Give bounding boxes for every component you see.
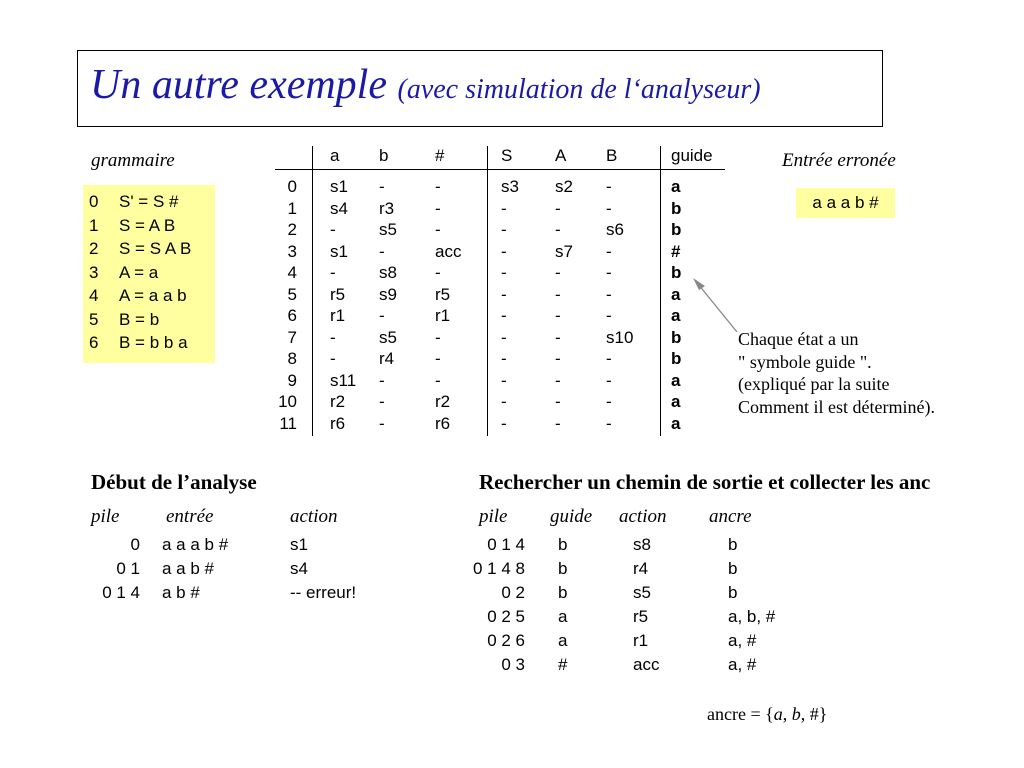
table-cell-hash: r6 [435, 413, 451, 433]
grammar-rule-text: B = b b a [119, 333, 188, 352]
table-cell-A: - [555, 413, 561, 433]
table-state-number: 7 [287, 327, 297, 347]
table-cell-S: - [501, 220, 507, 239]
table-cell-B: - [606, 306, 612, 325]
table-cell-a: s1 [330, 177, 348, 196]
recovery-ancre: b [728, 535, 738, 554]
table-state-number: 4 [287, 263, 297, 282]
recovery-guide: b [558, 583, 568, 602]
table-cell-S: - [501, 306, 507, 325]
lr-table [275, 146, 725, 436]
table-cell-hash: - [435, 327, 441, 347]
table-column-rule-terminals [487, 146, 488, 436]
analysis-start-entree: a a a b # [162, 535, 229, 554]
analysis-start-action: -- erreur! [290, 583, 357, 602]
table-cell-B: - [606, 198, 612, 218]
table-cell-A: - [555, 370, 561, 390]
table-state-number: 10 [278, 392, 297, 411]
grammar-rule [89, 286, 187, 306]
grammar-rule-text: S = A B [119, 215, 176, 235]
table-cell-S: - [501, 413, 507, 433]
table-cell-guide: b [671, 220, 682, 239]
table-state-number: 8 [287, 349, 297, 368]
anchor-set: ancre = {a, b, #} [707, 704, 828, 724]
table-cell-S: - [501, 263, 507, 282]
table-cell-guide: # [671, 241, 681, 261]
grammar-rule [89, 192, 178, 212]
table-cell-hash: r5 [435, 284, 451, 304]
table-cell-hash: - [435, 349, 441, 368]
analysis-start-heading: Début de l’analyse [91, 470, 257, 494]
table-cell-a: - [330, 327, 336, 347]
table-cell-B: - [606, 370, 612, 390]
recovery-guide: # [558, 655, 568, 674]
recovery-col-action: action [619, 506, 667, 527]
table-cell-b: - [379, 177, 385, 196]
table-cell-hash: r2 [435, 392, 451, 411]
recovery-action: r4 [633, 559, 649, 578]
grammar-rule-number: 3 [89, 262, 99, 282]
table-cell-b: s5 [379, 327, 397, 347]
table-cell-hash: acc [435, 241, 462, 261]
analysis-start-col-action: action [290, 506, 338, 527]
recovery-action: r5 [633, 607, 649, 626]
table-cell-S: - [501, 327, 507, 347]
table-cell-B: - [606, 349, 612, 368]
explanation-text [738, 328, 1018, 418]
table-cell-a: - [330, 263, 336, 282]
table-column-rule-nonterm [660, 146, 661, 436]
table-cell-B: - [606, 392, 612, 411]
table-header-S: S [501, 146, 513, 165]
table-state-number: 1 [287, 198, 297, 218]
table-cell-B: - [606, 263, 612, 282]
table-cell-guide: b [671, 263, 682, 282]
table-cell-a: r1 [330, 306, 346, 325]
table-cell-A: s7 [555, 241, 573, 261]
table-cell-A: - [555, 349, 561, 368]
grammar-rule-text: B = b [119, 309, 160, 329]
table-cell-hash: - [435, 177, 441, 196]
table-cell-S: - [501, 349, 507, 368]
table-cell-a: r5 [330, 284, 346, 304]
recovery-pile: 0 2 6 [487, 631, 525, 650]
analysis-start-action: s1 [290, 535, 308, 554]
analysis-start-entree: a b # [162, 583, 200, 602]
table-cell-a: r6 [330, 413, 346, 433]
table-cell-b: - [379, 413, 385, 433]
grammar-rule-text: S = S A B [119, 239, 192, 258]
table-cell-B: s6 [606, 220, 624, 239]
table-state-number: 2 [287, 220, 297, 239]
table-header-a: a [330, 146, 340, 165]
grammar-rule-number: 0 [89, 192, 99, 211]
table-column-rule-state [312, 146, 313, 436]
title-main-text: Un autre exemple [90, 62, 387, 108]
table-cell-hash: - [435, 198, 441, 218]
recovery-col-pile: pile [479, 506, 508, 527]
table-header-rule [275, 169, 725, 170]
grammar-rule [89, 310, 159, 330]
table-cell-a: - [330, 220, 336, 239]
erroneous-input-box: a a a b # [796, 188, 895, 218]
table-cell-guide: a [671, 370, 681, 390]
table-cell-a: r2 [330, 392, 346, 411]
recovery-ancre: a, b, # [728, 607, 776, 626]
table-cell-A: - [555, 392, 561, 411]
grammar-label: grammaire [91, 150, 175, 171]
analysis-start-col-entree: entrée [166, 506, 214, 527]
table-state-number: 5 [287, 284, 297, 304]
table-cell-B: - [606, 241, 612, 261]
table-cell-B: - [606, 413, 612, 433]
grammar-box [83, 185, 215, 363]
table-cell-a: - [330, 349, 336, 368]
recovery-action: s5 [633, 583, 651, 602]
table-cell-b: - [379, 370, 385, 390]
recovery-guide: b [558, 559, 568, 578]
recovery-ancre: a, # [728, 655, 757, 674]
recovery-ancre: b [728, 583, 738, 602]
recovery-guide: a [558, 607, 568, 626]
recovery-action: s8 [633, 535, 651, 554]
table-cell-guide: a [671, 392, 681, 411]
grammar-rule-number: 5 [89, 309, 99, 329]
table-header-B: B [606, 146, 618, 165]
grammar-rule-text: A = a a b [119, 286, 187, 305]
table-cell-S: s3 [501, 177, 519, 196]
recovery-pile: 0 1 4 [487, 535, 525, 554]
table-state-number: 11 [279, 413, 297, 433]
table-cell-S: - [501, 198, 507, 218]
title-subtitle: (avec simulation de l‘analyseur) [397, 74, 761, 105]
recovery-pile: 0 1 4 8 [473, 559, 525, 578]
grammar-rule-number: 6 [89, 333, 99, 352]
table-cell-b: - [379, 241, 385, 261]
table-state-number: 9 [287, 370, 297, 390]
recovery-guide: b [558, 535, 568, 554]
table-state-number: 0 [287, 177, 297, 196]
explanation-line: " symbole guide ". [738, 351, 872, 372]
table-cell-b: s5 [379, 220, 397, 239]
table-cell-a: s11 [330, 370, 357, 390]
table-cell-A: - [555, 327, 561, 347]
table-cell-A: s2 [555, 177, 573, 196]
grammar-rule-number: 2 [89, 239, 99, 258]
table-cell-A: - [555, 198, 561, 218]
table-cell-b: s9 [379, 284, 397, 304]
table-cell-guide: b [671, 349, 682, 368]
grammar-rule [89, 263, 158, 283]
analysis-start-pile: 0 1 4 [102, 583, 140, 602]
table-cell-a: s1 [330, 241, 348, 261]
analysis-start-col-pile: pile [91, 506, 120, 527]
table-cell-S: - [501, 392, 507, 411]
grammar-rule-text: S' = S # [119, 192, 179, 211]
grammar-rule [89, 239, 191, 259]
table-cell-S: - [501, 370, 507, 390]
recovery-pile: 0 2 5 [487, 607, 525, 626]
recovery-heading: Rechercher un chemin de sortie et collecter les anc [479, 470, 931, 494]
recovery-ancre: a, # [728, 631, 757, 650]
erroneous-input-label: Entrée erronée [782, 150, 896, 171]
table-cell-guide: a [671, 284, 681, 304]
table-cell-hash: - [435, 370, 441, 390]
analysis-start-pile: 0 [130, 535, 140, 554]
table-cell-guide: a [671, 306, 681, 325]
recovery-pile: 0 3 [501, 655, 525, 674]
table-cell-A: - [555, 306, 561, 325]
table-state-number: 3 [287, 241, 297, 261]
recovery-ancre: b [728, 559, 738, 578]
table-cell-A: - [555, 263, 561, 282]
analysis-start-entree: a a b # [162, 559, 214, 578]
explanation-line: Comment il est déterminé). [738, 396, 935, 417]
table-cell-hash: r1 [435, 306, 451, 325]
grammar-rule-number: 1 [89, 215, 99, 235]
table-header-guide: guide [671, 146, 713, 165]
slide-title [90, 61, 761, 109]
recovery-col-guide: guide [550, 506, 593, 527]
explanation-line: Chaque état a un [738, 329, 859, 349]
grammar-rule [89, 216, 175, 236]
table-cell-A: - [555, 220, 561, 239]
table-cell-guide: b [671, 327, 682, 347]
table-state-number: 6 [287, 306, 297, 325]
table-cell-b: r3 [379, 198, 395, 218]
table-cell-a: s4 [330, 198, 348, 218]
table-cell-A: - [555, 284, 561, 304]
table-header-b: b [379, 146, 389, 165]
table-cell-b: r4 [379, 349, 395, 368]
table-cell-hash: - [435, 220, 441, 239]
recovery-col-ancre: ancre [709, 506, 752, 527]
grammar-rule-text: A = a [119, 262, 159, 282]
table-header-A: A [555, 146, 567, 165]
analysis-start-action: s4 [290, 559, 308, 578]
table-cell-b: - [379, 392, 385, 411]
table-header-hash: # [435, 146, 445, 165]
table-cell-B: - [606, 177, 612, 196]
table-cell-guide: a [671, 413, 681, 433]
table-cell-S: - [501, 241, 507, 261]
title-box [77, 50, 883, 127]
recovery-pile: 0 2 [501, 583, 525, 602]
table-cell-S: - [501, 284, 507, 304]
table-cell-B: s10 [606, 327, 634, 347]
table-cell-guide: a [671, 177, 681, 196]
grammar-rule-number: 4 [89, 286, 99, 305]
grammar-rule [89, 333, 188, 353]
table-cell-hash: - [435, 263, 441, 282]
recovery-guide: a [558, 631, 568, 650]
explanation-line: (expliqué par la suite [738, 374, 890, 394]
table-cell-b: s8 [379, 263, 397, 282]
analysis-start-pile: 0 1 [116, 559, 140, 578]
recovery-action: acc [633, 655, 660, 674]
table-cell-B: - [606, 284, 612, 304]
table-cell-b: - [379, 306, 385, 325]
recovery-action: r1 [633, 631, 649, 650]
table-cell-guide: b [671, 198, 682, 218]
